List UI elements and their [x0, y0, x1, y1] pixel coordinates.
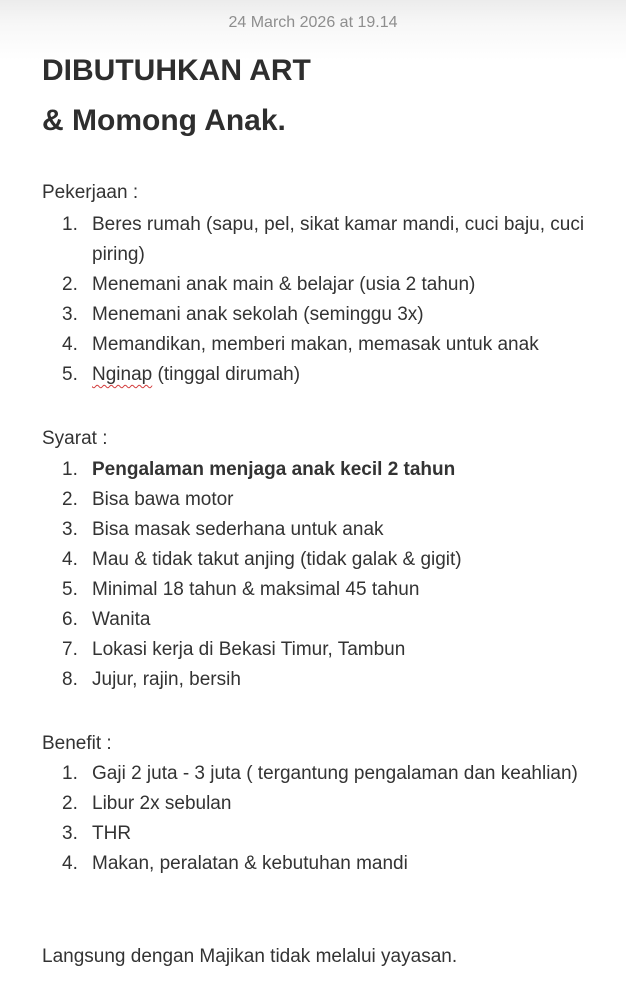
list-item: [62, 789, 592, 819]
list-text: Libur 2x sebulan: [92, 793, 232, 814]
list-text: Menemani anak sekolah (seminggu 3x): [92, 304, 424, 325]
section-label-syarat: Syarat :: [42, 428, 108, 449]
list-item: [62, 485, 592, 515]
list-text: Makan, peralatan & kebutuhan mandi: [92, 853, 408, 874]
section-label-pekerjaan: Pekerjaan :: [42, 182, 139, 203]
list-item: [62, 849, 592, 879]
list-number: 1.: [62, 214, 78, 235]
list-text: Lokasi kerja di Bekasi Timur, Tambun: [92, 639, 406, 660]
title-line-2: & Momong Anak.: [42, 104, 286, 137]
list-item: [62, 759, 592, 789]
list-item: [62, 635, 592, 665]
list-item: [62, 210, 592, 270]
list-text: Beres rumah (sapu, pel, sikat kamar mandi, cuci baju, cuci piring): [92, 214, 585, 265]
note-title: [42, 46, 311, 146]
list-number: 2.: [62, 274, 78, 295]
list-number: 3.: [62, 823, 78, 844]
list-number: 8.: [62, 669, 78, 690]
list-number: 5.: [62, 579, 78, 600]
list-text: Menemani anak main & belajar (usia 2 tahun): [92, 274, 476, 295]
list-text: Bisa masak sederhana untuk anak: [92, 519, 384, 540]
list-benefit: [62, 759, 592, 879]
list-number: 2.: [62, 489, 78, 510]
list-item: [62, 605, 592, 635]
list-item: [62, 270, 592, 300]
list-text: [92, 364, 300, 385]
list-number: 5.: [62, 364, 78, 385]
list-item: [62, 455, 592, 485]
list-text: Jujur, rajin, bersih: [92, 669, 241, 690]
list-item: [62, 575, 592, 605]
list-number: 4.: [62, 334, 78, 355]
list-number: 1.: [62, 763, 78, 784]
list-item: [62, 330, 592, 360]
list-text: Mau & tidak takut anjing (tidak galak & gigit): [92, 549, 462, 570]
list-item: [62, 360, 592, 390]
section-label-benefit: Benefit :: [42, 733, 112, 754]
list-syarat: [62, 455, 592, 695]
list-number: 4.: [62, 549, 78, 570]
list-text-rest: (tinggal dirumah): [152, 364, 301, 385]
list-text: Wanita: [92, 609, 151, 630]
list-item: [62, 545, 592, 575]
list-number: 2.: [62, 793, 78, 814]
list-pekerjaan: [62, 210, 592, 390]
list-number: 1.: [62, 459, 78, 480]
list-text: Memandikan, memberi makan, memasak untuk anak: [92, 334, 539, 355]
list-text: Gaji 2 juta - 3 juta ( tergantung pengalaman dan keahlian): [92, 763, 578, 784]
list-number: 3.: [62, 519, 78, 540]
note-timestamp: 24 March 2026 at 19.14: [228, 14, 398, 31]
list-text: THR: [92, 823, 132, 844]
list-number: 4.: [62, 853, 78, 874]
title-line-1: DIBUTUHKAN ART: [42, 54, 311, 87]
list-number: 7.: [62, 639, 78, 660]
list-text: Minimal 18 tahun & maksimal 45 tahun: [92, 579, 420, 600]
list-number: 3.: [62, 304, 78, 325]
list-text: Bisa bawa motor: [92, 489, 234, 510]
list-item: [62, 300, 592, 330]
misspelled-word[interactable]: Nginap: [92, 364, 153, 385]
list-item: [62, 515, 592, 545]
list-item: [62, 665, 592, 695]
footer-note: Langsung dengan Majikan tidak melalui yayasan.: [42, 946, 458, 967]
list-item: [62, 819, 592, 849]
list-text: Pengalaman menjaga anak kecil 2 tahun: [92, 459, 456, 480]
list-number: 6.: [62, 609, 78, 630]
